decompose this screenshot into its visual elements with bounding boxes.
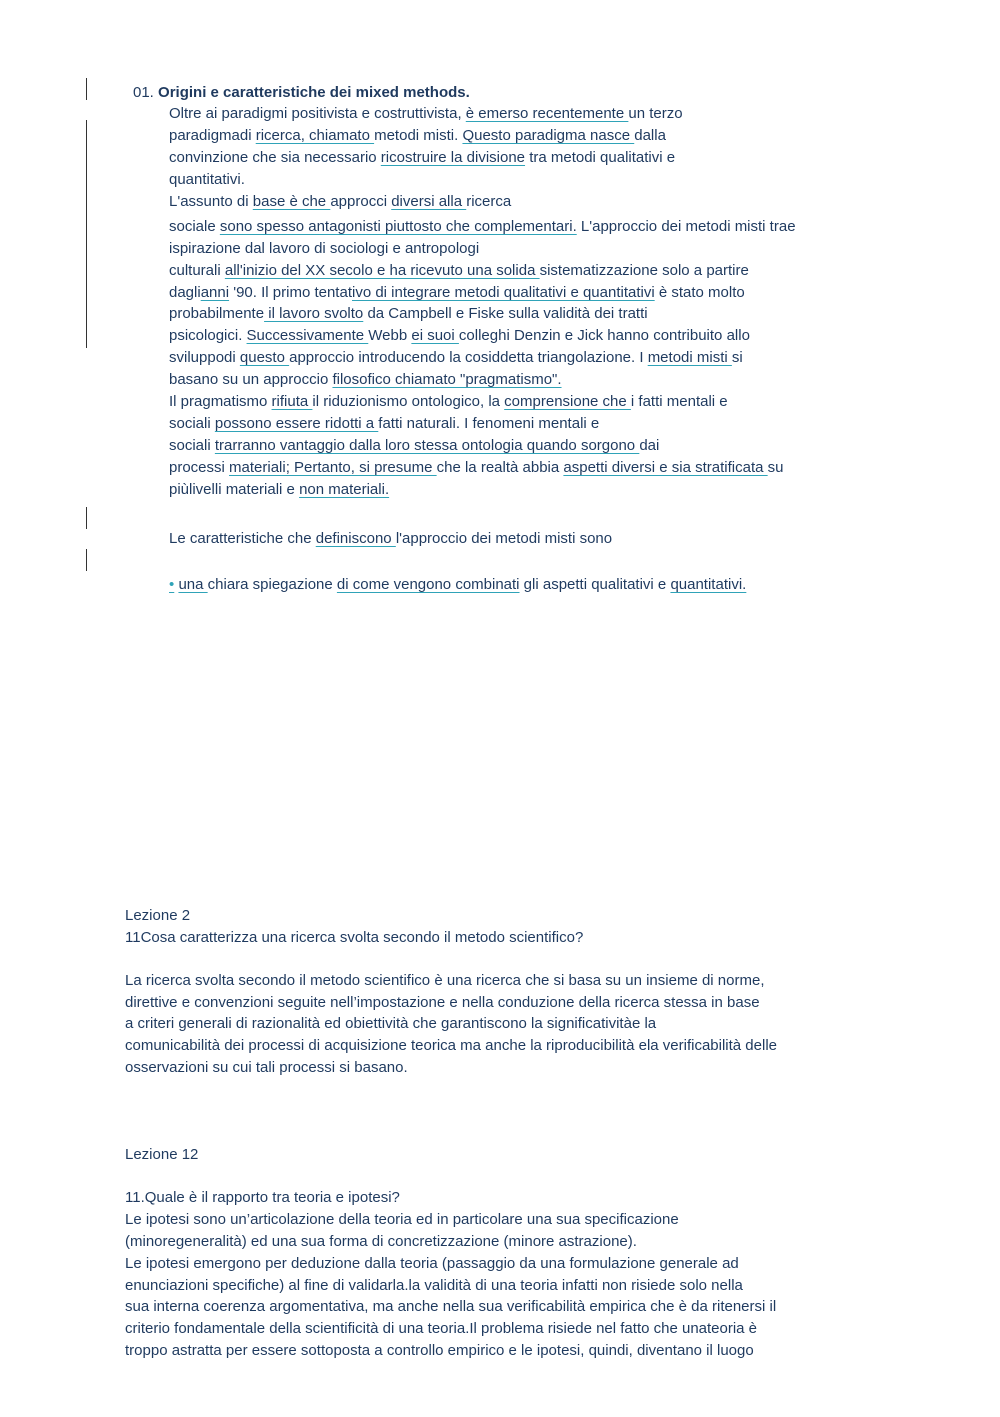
paragraph-line: Le ipotesi sono un’articolazione della teoria ed in particolare una sua specificazione [125,1211,679,1228]
text-span: gli aspetti qualitativi e [519,576,671,593]
text-span: metodi misti. [374,127,463,144]
tracked-change-text: di come vengono combinati [336,576,520,593]
paragraph-line [169,436,659,456]
paragraph-line [169,239,479,259]
revision-bar [86,507,87,529]
tracked-change-text: materiali; Pertanto, si presume [229,459,437,476]
text-span: sociale [169,218,220,235]
tracked-change-text: ricostruire la divisione [380,149,526,166]
tracked-change-text: il lavoro svolto [264,305,364,322]
text-span: tra metodi qualitativi e [525,149,676,166]
paragraph-line [169,192,511,212]
paragraph-line [169,261,749,281]
text-span: sviluppodi [169,349,240,366]
tracked-change-text: anni [200,284,230,301]
tracked-change-text: possono essere ridotti a [214,415,379,432]
text-span: Il pragmatismo [169,393,272,410]
text-span: sistematizzazione solo a partire [539,262,749,279]
text-span: approccio introducendo la cosiddetta triangolazione. I [289,349,648,366]
paragraph-line: criterio fondamentale della scientificità di una teoria.Il problema risiede nel fatto che unateoria è [125,1320,758,1337]
revision-bar [86,549,87,571]
lesson-title: Lezione 2 [125,907,191,924]
text-span: ispirazione dal lavoro di sociologi e antropologi [169,240,480,257]
section-1-heading [133,83,470,103]
text-span: culturali [169,262,225,279]
paragraph-line: troppo astratta per essere sottoposta a controllo empirico e le ipotesi, quindi, diventano il luogo [125,1342,754,1359]
paragraph-line [169,326,750,346]
text-span: il riduzionismo ontologico, la [312,393,505,410]
revision-bar [86,120,87,348]
lesson-title: Lezione 12 [125,1146,199,1163]
paragraph-line [169,126,666,146]
text-span: approcci [330,193,392,210]
paragraph-line: a criteri generali di razionalità ed obiettività che garantiscono la significativitàe la [125,1015,657,1032]
text-span: fatti naturali. I fenomeni mentali e [378,415,600,432]
text-span: convinzione che sia necessario [169,149,381,166]
paragraph-line [169,170,245,190]
paragraph-line [169,414,599,434]
paragraph-line: direttive e convenzioni seguite nell’impostazione e nella conduzione della ricerca stessa in base [125,994,760,1011]
bullet-item [169,575,746,595]
question-title: 11Cosa caratterizza una ricerca svolta secondo il metodo scientifico? [125,929,584,946]
text-span: dalla [634,127,666,144]
paragraph-line [169,104,683,124]
text-span: piùlivelli materiali e [169,481,300,498]
text-span: basano su un approccio [169,371,333,388]
tracked-change-text: filosofico chiamato "pragmatismo". [332,371,562,388]
tracked-change-text: non materiali. [299,481,390,498]
paragraph-line [169,283,745,303]
tracked-change-text: base è che [252,193,331,210]
tracked-change-text: ei suoi [411,327,459,344]
text-span: Le caratteristiche che [169,530,316,547]
paragraph-line: La ricerca svolta secondo il metodo scientifico è una ricerca che si basa su un insieme di norme, [125,972,765,989]
tracked-change-text: Successivamente [246,327,369,344]
tracked-change-text: è emerso recentemente [465,105,629,122]
tracked-change-text: comprensione che [504,393,631,410]
text-span: i fatti mentali e [630,393,728,410]
paragraph-line [169,148,675,168]
text-span: dagli [169,284,201,301]
text-span: un terzo [628,105,683,122]
tracked-change-text: aspetti diversi e sia stratificata [563,459,768,476]
text-span: su [767,459,784,476]
text-span: probabilmente [169,305,265,322]
paragraph-line [169,304,648,324]
text-span: ricerca [466,193,512,210]
text-span: è stato molto [654,284,745,301]
heading-title: Origini e caratteristiche dei mixed methods. [158,84,470,101]
paragraph-line [169,370,562,390]
paragraph-line [169,217,796,237]
text-span: sociali [169,437,215,454]
text-span: processi [169,459,230,476]
paragraph-line: osservazioni su cui tali processi si basano. [125,1059,408,1076]
text-span: da Campbell e Fiske sulla validità dei tratti [363,305,648,322]
text-span: Oltre ai paradigmi positivista e costruttivista, [169,105,466,122]
tracked-change-text: Questo paradigma nasce [462,127,635,144]
tracked-change-text: ivo di integrare metodi qualitativi e quantitativi [352,284,655,301]
text-span: l'approccio dei metodi misti sono [395,530,613,547]
paragraph-line: Le ipotesi emergono per deduzione dalla teoria (passaggio da una formulazione generale ad [125,1255,739,1272]
tracked-change-text: rifiuta [271,393,313,410]
paragraph-line [169,348,743,368]
text-span: dai [639,437,660,454]
tracked-change-text: definiscono [315,530,396,547]
revision-bar [86,78,87,100]
tracked-change-text: metodi misti [647,349,732,366]
text-span: sociali [169,415,215,432]
paragraph-line: enunciazioni specifiche) al fine di validarla.la validità di una teoria infatti non risiede solo nella [125,1277,743,1294]
tracked-change-text: questo [239,349,290,366]
question-title: 11.Quale è il rapporto tra teoria e ipotesi? [125,1189,400,1206]
text-span: Webb [368,327,412,344]
paragraph-line [169,529,612,549]
text-span: colleghi Denzin e Jick hanno contribuito allo [458,327,750,344]
paragraph-line [169,480,389,500]
paragraph-line: (minoregeneralità) ed una sua forma di concretizzazione (minore astrazione). [125,1233,637,1250]
tracked-change-text: sono spesso antagonisti piuttosto che complementari. [219,218,577,235]
text-span: chiara spiegazione [207,576,337,593]
tracked-change-text: ricerca, chiamato [255,127,375,144]
paragraph-line [169,392,728,412]
bullet-marker: • [169,576,175,593]
text-span: L'assunto di [169,193,253,210]
tracked-change-text: all'inizio del XX secolo e ha ricevuto una solida [224,262,540,279]
text-span: che la realtà abbia [436,459,564,476]
text-span: '90. Il primo tentat [229,284,352,301]
text-span: quantitativi. [169,171,245,188]
paragraph-line: comunicabilità dei processi di acquisizione teorica ma anche la riproducibilità ela verificabilità delle [125,1037,778,1054]
text-span: paradigmadi [169,127,256,144]
text-span: psicologici. [169,327,247,344]
tracked-change-text: diversi alla [391,193,467,210]
text-span: L'approccio dei metodi misti trae [576,218,796,235]
paragraph-line: sua interna coerenza argomentativa, ma anche nella sua verificabilità empirica che è da ritenersi il [125,1298,777,1315]
paragraph-line [169,458,784,478]
heading-number: 01. [133,84,154,101]
tracked-change-text: una [178,576,208,593]
text-span: si [731,349,743,366]
tracked-change-text: trarranno vantaggio dalla loro stessa ontologia quando sorgono [214,437,640,454]
tracked-change-text: quantitativi. [670,576,747,593]
